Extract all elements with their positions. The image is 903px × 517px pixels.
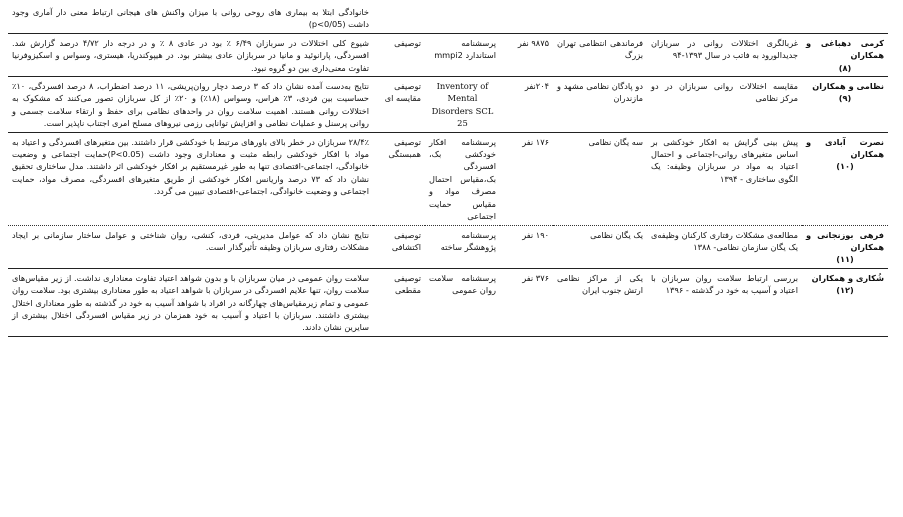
author-cell [802,268,888,336]
type-cell: توصیفی مقطعی [373,268,425,336]
author-cell [802,33,888,76]
results-cell: نتایج نشان داد که عوامل مدیریتی، فردی، کنشی، روان شناختی و عوامل ساختار سازمانی بر ایجاد مشکلات رفتاری سربازان وظیفه تأثیرگذار است. [8,225,373,268]
author-name: نظامی و همکاران [812,81,884,92]
type-cell: توصیفی همبستگی [373,132,425,225]
reference-number: (۱۰) [836,161,854,172]
type-cell: توصیفی اکتشافی [373,225,425,268]
title-cell: بررسی ارتباط سلامت روان سربازان با اعتیاد و آسیب به خود در گذشته - ۱۳۹۶ [647,268,802,336]
sample-cell: ۱۹۰ نفر [500,225,553,268]
author-name: فرهی بوزنجانی و همکاران [806,229,884,252]
title-cell: مطالعه‌ی مشکلات رفتاری کارکنان وظیفه‌ی یک یگان سازمان نظامی- ۱۳۸۸ [647,225,802,268]
title-cell: غربالگری اختلالات روانی در سربازان جدیدالورود به فاتب در سال ۱۳۹۳-۹۴ [647,33,802,76]
tool-cell: پرسشنامه افکار خودکشی بک، افسردگی بک،مقیاس احتمال مصرف مواد و مقیاس حمایت اجتماعی [425,132,500,225]
author-name: نصرت آبادی و همکاران [806,136,884,160]
title-cell: مقایسه اختلالات روانی سربازان در دو مرکز نظامی [647,77,802,133]
table-row [8,268,888,336]
author-cell [802,77,888,133]
type-cell: توصیفی [373,33,425,76]
reference-number: (۸) [838,62,852,73]
author-name: شُکاری و همکاران [811,272,884,283]
tool-cell: پرسشنامه استاندارد mmpi2 [425,33,500,76]
population-cell: یکی از مراکز نظامی ارتش جنوب ایران [553,268,647,336]
type-cell: توصیفی مقایسه ای [373,77,425,133]
results-cell: ۲۸/۴٪ سربازان در خطر بالای باورهای مرتبط با خودکشی قرار داشتند. بین متغیرهای افسردگی و اعتیاد به مواد با افکار خودکشی رابطه مثبت و معناداری وجود داشت (P<0.05)حمایت اجتماعی و وضعیت خانوادگی، اجتماعی-اقتصادی تنها به طور غیرمستقیم بر افکار خودکشی اثر داشتند. مدل ساختاری تحقیق نشان داد که ۷۳ درصد واریانس افکار خودکشی از طریق متغیرهای افسردگی، مصرف مواد، حمایت اجتماعی و وضعیت خانوادگی، اجتماعی-اقتصادی تبیین می گردد. [8,132,373,225]
tool-cell: پرسشنامه پژوهشگر ساخته [425,225,500,268]
table-row [8,225,888,268]
population-cell: فرماندهی انتظامی تهران بزرگ [553,33,647,76]
results-cell: سلامت روان عمومی در میان سربازان با و بدون شواهد اعتیاد تفاوت معناداری نداشت. از زیر مقیاس‌های سلامت روان، تنها علایم افسردگی در سربازان با شواهد اعتیاد به طور معناداری بیشتری بود. سلامت روان عمومی و تمام زیرمقیاس‌های چهارگانه در افراد با شواهد آسیب به خود در گذشته به طور معناداری اختلال بیشتری داشتند. سربازان با اعتیاد و آسیب به خود همزمان در زیر مقیاس افسردگی اختلال بیشتری از سایرین نشان دادند. [8,268,373,336]
results-cell: شیوع کلی اختلالات در سربازان ۶/۴۹ ٪ بود در عادی ۸ ٪ و در درجه دار ۴/۷۲ درصد گزارش شد. افسردگی، پارانوئید و مانیا در سربازان عادی بیشتر بود. در هیپوکندریا، هیستری، وسواس و اسکیزوفرنیا تفاوت معنی‌داری بین دو گروه نبود. [8,33,373,76]
tool-cell: Inventory of Mental Disorders SCL 25 [425,77,500,133]
table-row [8,77,888,133]
research-table [8,3,888,337]
table-row-continuation [8,3,888,33]
sample-cell: ۹۸۷۵ نفر [500,33,553,76]
sample-cell: ۱۷۶ نفر [500,132,553,225]
sample-cell: ۲۰۴نفر [500,77,553,133]
author-name: کرمی دهباغی و همکاران [806,37,884,61]
population-cell: دو پادگان نظامی مشهد و مازندران [553,77,647,133]
population-cell: سه یگان نظامی [553,132,647,225]
continuation-text: خانوادگی ابتلا به بیماری های روحی روانی با میزان واکنش های هیجانی ارتباط معنی دار آماری وجود داشت (p<0/05) [8,3,373,33]
author-cell [802,132,888,225]
table-row [8,33,888,76]
table-row [8,132,888,225]
results-cell: نتایج به‌دست آمده نشان داد که ۳ درصد دچار روان‌پریشی، ۱۱ درصد اضطراب، ۸ درصد افسردگی، ۱۰٪ حساسیت بین فردی، ۳٪ هراس، وسواس (۱۸٪) و ۲۰٪ از کل سربازان تصور می‌کنند که مشکوک به اختلالات روانی هستند. اهمیت سلامت روان در واحدهای نظامی برای حفظ و ارتقاء سلامت جسمی و روانی پرسنل و عملیات نظامی و افزایش توانایی رزمی نیروهای مسلح امری اجتناب ناپذیر است. [8,77,373,133]
tool-cell: پرسشنامه سلامت روان عمومی [425,268,500,336]
reference-number: (۱۱) [836,254,854,265]
sample-cell: ۳۷۶ نفر [500,268,553,336]
title-cell: پیش بینی گرایش به افکار خودکشی بر اساس متغیرهای روانی-اجتماعی و احتمال اعتیاد به مواد در سربازان وظیفه: یک الگوی ساختاری - ۱۳۹۴ [647,132,802,225]
reference-number: (۹) [838,93,852,104]
author-cell [802,225,888,268]
reference-number: (۱۲) [836,285,854,296]
population-cell: یک یگان نظامی [553,225,647,268]
